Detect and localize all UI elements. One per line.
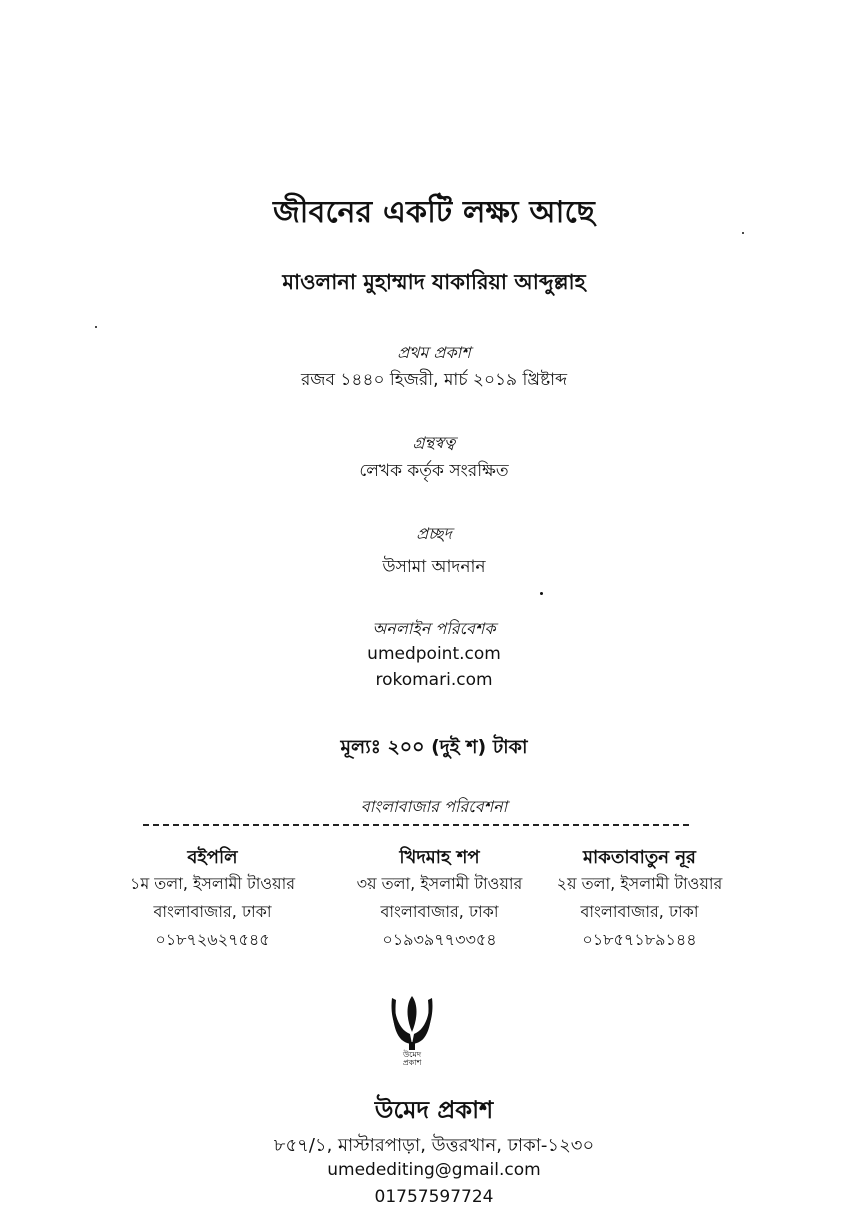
print-speck (742, 232, 744, 234)
store-name: মাকতাবাতুন নূর (583, 847, 696, 868)
store-phone: ০১৮৭২৬২৭৫৪৫ (155, 930, 270, 949)
store-maktabatun-noor (532, 846, 747, 954)
cover-label: প্রচ্ছদ (416, 524, 452, 543)
store-name: বইপলি (187, 847, 238, 868)
store-floor: ২য় তলা, ইসলামী টাওয়ার (556, 874, 723, 893)
distribution-label: বাংলাবাজার পরিবেশনা (360, 797, 508, 816)
store-phone: ০১৮৫৭১৮৯১৪৪ (582, 930, 697, 949)
first-publication-value: রজব ১৪৪০ হিজরী, মার্চ ২০১৯ খ্রিষ্টাব্দ (300, 370, 568, 390)
publisher-logo (382, 988, 442, 1068)
store-area: বাংলাবাজার, ঢাকা (580, 902, 699, 921)
copyright-value: লেখক কর্তৃক সংরক্ষিত (359, 461, 509, 481)
publisher-phone: 01757597724 (374, 1187, 494, 1207)
first-publication-label: প্রথম প্রকাশ (397, 343, 471, 362)
online-distributor-label: অনলাইন পরিবেশক (372, 619, 496, 638)
publisher-address: ৮৫৭/১, মাস্টারপাড়া, উত্তরখান, ঢাকা-১২৩০ (273, 1135, 595, 1156)
logo-text-line-2: প্রকাশ (402, 1058, 422, 1067)
book-title: জীবনের একটি লক্ষ্য আছে (272, 195, 596, 230)
copyright-label: গ্রন্থস্বত্ব (412, 433, 456, 452)
store-name: খিদমাহ শপ (399, 847, 480, 868)
print-speck (95, 326, 97, 328)
store-phone: ০১৯৩৯৭৭৩৩৫৪ (382, 930, 497, 949)
book-price: মূল্যঃ ২০০ (দুই শ) টাকা (340, 736, 528, 758)
publisher-email: umedediting@gmail.com (327, 1160, 541, 1180)
online-site-umedpoint: umedpoint.com (367, 644, 501, 664)
store-floor: ৩য় তলা, ইসলামী টাওয়ার (356, 874, 523, 893)
store-area: বাংলাবাজার, ঢাকা (153, 902, 272, 921)
store-floor: ১ম তলা, ইসলামী টাওয়ার (129, 874, 296, 893)
book-author: মাওলানা মুহাম্মাদ যাকারিয়া আব্দুল্লাহ (282, 270, 586, 294)
store-boipoli (105, 846, 320, 954)
print-speck (540, 592, 543, 595)
logo-text-line-1: উমেদ (402, 1050, 422, 1059)
store-khidmah-shop (332, 846, 547, 954)
publisher-logo-icon (382, 988, 442, 1052)
store-area: বাংলাবাজার, ঢাকা (380, 902, 499, 921)
online-site-rokomari: rokomari.com (375, 670, 493, 690)
cover-designer: উসামা আদনান (382, 557, 486, 577)
publisher-name: উমেদ প্রকাশ (374, 1096, 494, 1124)
dashed-divider (143, 824, 689, 826)
